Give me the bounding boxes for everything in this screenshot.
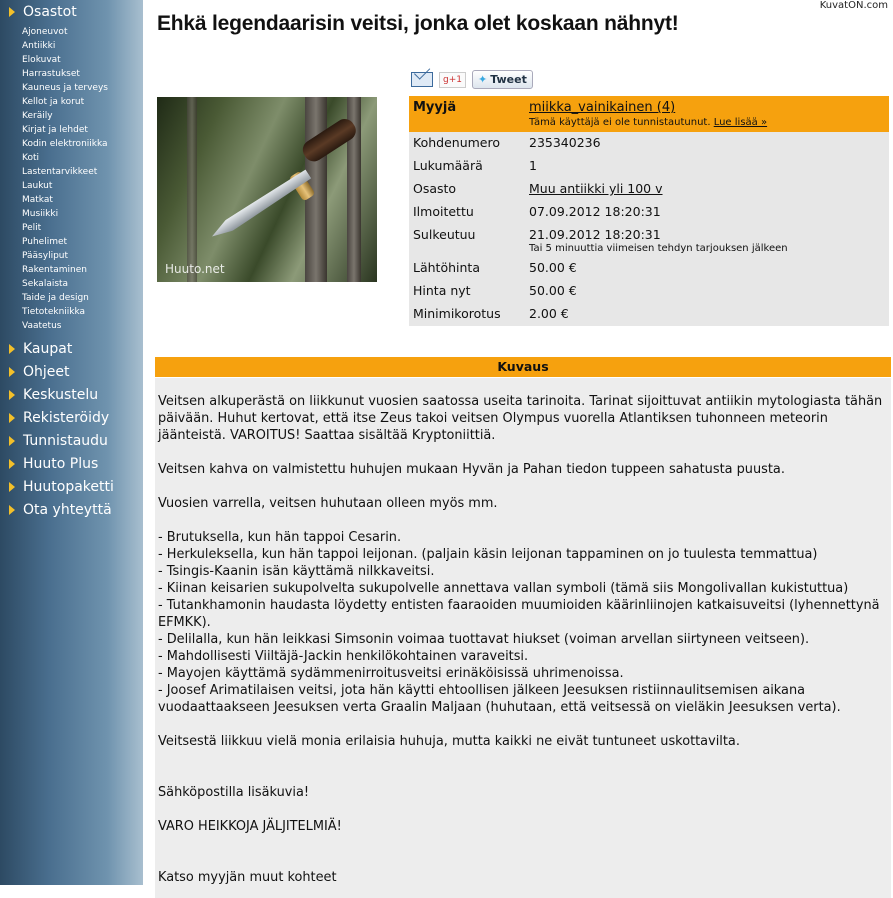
info-label: Lukumäärä [409, 155, 525, 178]
category-link[interactable]: Kirjat ja lehdet [22, 125, 88, 135]
seller-label: Myyjä [409, 96, 525, 132]
bullet-arrow-icon [9, 344, 15, 354]
info-row-lukumaara [409, 155, 889, 178]
bullet-arrow-icon [9, 7, 15, 17]
category-link[interactable]: Elokuvat [22, 55, 61, 65]
item-photo[interactable] [157, 97, 377, 282]
closing-note: Tai 5 minuuttia viimeisen tehdyn tarjouksen jälkeen [529, 243, 788, 254]
category-link[interactable]: Rakentaminen [22, 265, 87, 275]
description-paragraph: Veitsestä liikkuu vielä monia erilaisia huhuja, mutta kaikki ne eivät tuntuneet uskottavilta. [158, 734, 740, 749]
info-value: 1 [525, 155, 889, 178]
sidebar-link-label: Kaupat [23, 340, 73, 357]
sidebar-link-huuto-plus[interactable] [0, 452, 143, 475]
sidebar-link-label: Ota yhteyttä [23, 501, 112, 518]
info-row-hinta-nyt [409, 280, 889, 303]
description-list-item: - Joosef Arimatilaisen veitsi, jota hän käytti ehtoollisen jälkeen Jeesuksen ristiinnaulitsemisen aikana vuodaattaakseen Jeesuksen verta Graalin Maljaan (huhutaan, että veitsessä on vieläkin Jeesuksen verta). [158, 683, 841, 715]
category-link[interactable]: Matkat [22, 195, 53, 205]
sidebar-link-ota-yhteytta[interactable] [0, 498, 143, 521]
sidebar-link-label: Tunnistaudu [23, 432, 108, 449]
category-link[interactable]: Musiikki [22, 209, 59, 219]
bullet-arrow-icon [9, 413, 15, 423]
info-label: Hinta nyt [409, 280, 525, 303]
description-list-item: - Delilalla, kun hän leikkasi Simsonin voimaa tuottavat hiukset (voiman arvellan siirtyneen veitseen). [158, 632, 810, 647]
category-link[interactable]: Taide ja design [22, 293, 89, 303]
info-label: Lähtöhinta [409, 257, 525, 280]
category-link[interactable]: Vaatetus [22, 321, 62, 331]
category-link[interactable]: Ajoneuvot [22, 27, 68, 37]
info-label: Kohdenumero [409, 132, 525, 155]
sidebar-link-label: Huutopaketti [23, 478, 114, 495]
seller-cell [525, 96, 889, 132]
category-link[interactable]: Kodin elektroniikka [22, 139, 108, 149]
bullet-arrow-icon [9, 390, 15, 400]
description-body [155, 378, 891, 898]
description-list-item: - Herkuleksella, kun hän tappoi leijonan. (paljain käsin leijonan tappaminen on jo tuulesta temmattua) [158, 547, 818, 562]
sidebar [0, 0, 143, 885]
sidebar-osastot-header[interactable] [0, 0, 143, 23]
category-link[interactable]: Harrastukset [22, 69, 80, 79]
description-list-item: - Brutuksella, kun hän tappoi Cesarin. [158, 530, 402, 545]
info-value: 2.00 € [525, 303, 889, 326]
seller-row [409, 96, 889, 132]
info-label: Osasto [409, 178, 525, 201]
sidebar-link-kaupat[interactable] [0, 337, 143, 360]
category-link[interactable]: Pääsyliput [22, 251, 69, 261]
info-row-sulkeutuu [409, 224, 889, 257]
description-paragraph: Vuosien varrella, veitsen huhutaan olleen myös mm. [158, 496, 498, 511]
category-value-link[interactable]: Muu antiikki yli 100 v [529, 181, 663, 196]
twitter-bird-icon: ✦ [478, 73, 488, 86]
info-value: 235340236 [525, 132, 889, 155]
page-title: Ehkä legendaarisin veitsi, jonka olet koskaan nähnyt! [157, 12, 679, 35]
info-label: Minimikorotus [409, 303, 525, 326]
info-row-osasto [409, 178, 889, 201]
category-link[interactable]: Antiikki [22, 41, 56, 51]
category-link[interactable]: Koti [22, 153, 39, 163]
info-value: 07.09.2012 18:20:31 [525, 201, 889, 224]
bullet-arrow-icon [9, 505, 15, 515]
info-value: 50.00 € [525, 257, 889, 280]
knife-blade [208, 168, 312, 242]
description-paragraph: Veitsen kahva on valmistettu huhujen mukaan Hyvän ja Pahan tiedon tuppeen sahatusta puusta. [158, 462, 785, 477]
description-paragraph: Veitsen alkuperästä on liikkunut vuosien saatossa useita tarinoita. Tarinat sijoittuvat antiikin mytologiasta tähän päivään. Huhut kertovat, että itse Zeus takoi veitsen Olympus vuorella Atlantiksen tuhonneen meteorin jäänteistä. VAROITUS! Saattaa sisältää Kryptoniittiä. [158, 394, 883, 443]
sidebar-link-label: Keskustelu [23, 386, 99, 403]
description-list-item: - Tutankhamonin haudasta löydetty entisten faaraoiden muumioiden käärinliinojen katkaisuveitsi (lyhennettynä EFMKK). [158, 598, 880, 630]
description-list-item: - Tsingis-Kaanin isän käyttämä nilkkaveitsi. [158, 564, 435, 579]
info-row-minimikorotus [409, 303, 889, 326]
seller-other-items-link[interactable]: Katso myyjän muut kohteet [158, 870, 337, 885]
bullet-arrow-icon [9, 459, 15, 469]
info-row-lahtohinta [409, 257, 889, 280]
site-watermark: KuvatON.com [819, 0, 888, 11]
description-header: Kuvaus [155, 357, 891, 377]
info-row-ilmoitettu [409, 201, 889, 224]
email-share-icon[interactable] [411, 72, 433, 87]
category-link[interactable]: Tietotekniikka [22, 307, 86, 317]
share-bar [411, 70, 533, 89]
category-list [0, 25, 143, 333]
description-paragraph: Sähköpostilla lisäkuvia! [158, 785, 310, 800]
info-label: Sulkeutuu [409, 224, 525, 257]
category-link[interactable]: Keräily [22, 111, 53, 121]
category-link[interactable]: Kauneus ja terveys [22, 83, 108, 93]
category-link[interactable]: Kellot ja korut [22, 97, 85, 107]
item-info-table [409, 96, 889, 326]
sidebar-link-rekisteroidy[interactable] [0, 406, 143, 429]
sidebar-link-ohjeet[interactable] [0, 360, 143, 383]
bullet-arrow-icon [9, 482, 15, 492]
sidebar-link-keskustelu[interactable] [0, 383, 143, 406]
category-link[interactable]: Pelit [22, 223, 42, 233]
category-link[interactable]: Lastentarvikkeet [22, 167, 98, 177]
sidebar-link-huutopaketti[interactable] [0, 475, 143, 498]
bullet-arrow-icon [9, 367, 15, 377]
info-label: Ilmoitettu [409, 201, 525, 224]
read-more-link[interactable]: Lue lisää » [713, 117, 768, 128]
bullet-arrow-icon [9, 436, 15, 446]
description-list-item: - Mayojen käyttämä sydämmenirroitusveitsi erinäköisissä uhrimenoissa. [158, 666, 624, 681]
seller-name-link[interactable]: miikka_vainikainen (4) [529, 100, 676, 115]
sidebar-link-label: Rekisteröidy [23, 409, 110, 426]
description-paragraph: VARO HEIKKOJA JÄLJITELMIÄ! [158, 819, 342, 834]
sidebar-link-tunnistaudu[interactable] [0, 429, 143, 452]
google-plus-label: +1 [448, 74, 462, 85]
category-link[interactable]: Sekalaista [22, 279, 69, 289]
description-list-item: - Kiinan keisarien sukupolvelta sukupolvelle annettava vallan symboli (tämä siis Mongolivallan kukistuttua) [158, 581, 849, 596]
tweet-label: Tweet [490, 73, 527, 86]
photo-watermark: Huuto.net [165, 262, 225, 276]
description-list-item: - Mahdollisesti Viiltäjä-Jackin henkilökohtainen varaveitsi. [158, 649, 529, 664]
sidebar-link-label: Ohjeet [23, 363, 70, 380]
info-value: 21.09.2012 18:20:31 [529, 227, 661, 242]
tweet-button[interactable] [472, 70, 533, 89]
tree-trunk [187, 97, 197, 282]
sidebar-osastot-label: Osastot [23, 3, 77, 20]
category-link[interactable]: Laukut [22, 181, 53, 191]
info-row-kohdenumero [409, 132, 889, 155]
seller-note: Tämä käyttäjä ei ole tunnistautunut. [529, 117, 711, 128]
sidebar-link-label: Huuto Plus [23, 455, 99, 472]
category-link[interactable]: Puhelimet [22, 237, 68, 247]
info-value: 50.00 € [525, 280, 889, 303]
google-plus-button[interactable]: g+1 [439, 72, 466, 88]
